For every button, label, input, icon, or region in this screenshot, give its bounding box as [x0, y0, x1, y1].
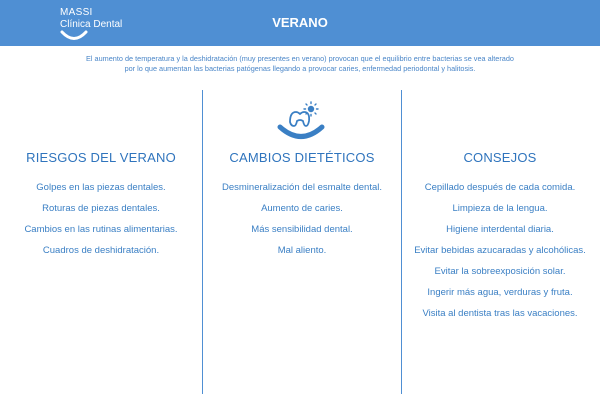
list-item: Visita al dentista tras las vacaciones.	[422, 308, 578, 319]
list-item: Ingerir más agua, verduras y fruta.	[427, 287, 573, 298]
intro-text	[40, 54, 560, 74]
intro-line-2: por lo que aumentan las bacterias patógenas llegando a provocar caries, enfermedad periodontal y halitosis.	[124, 64, 476, 73]
page-title: VERANO	[272, 15, 328, 30]
list-item: Evitar bebidas azucaradas y alcohólicas.	[414, 245, 586, 256]
list-item: Cuadros de deshidratación.	[42, 245, 160, 256]
column-cambios	[203, 150, 401, 261]
list-item: Cepillado después de cada comida.	[424, 182, 576, 193]
list-item: Cambios en las rutinas alimentarias.	[24, 224, 178, 235]
column-riesgos	[2, 150, 200, 261]
list-item: Limpieza de la lengua.	[452, 203, 548, 214]
column-list	[2, 177, 200, 261]
logo-name: MASSI	[60, 7, 93, 18]
list-item: Aumento de caries.	[261, 203, 343, 214]
column-heading: CONSEJOS	[463, 150, 537, 165]
list-item: Más sensibilidad dental.	[251, 224, 353, 235]
column-consejos	[401, 150, 599, 324]
list-item: Roturas de piezas dentales.	[42, 203, 160, 214]
list-item: Desmineralización del esmalte dental.	[222, 182, 382, 193]
column-heading: CAMBIOS DIETÉTICOS	[229, 150, 375, 165]
column-list	[203, 177, 401, 261]
column-heading: RIESGOS DEL VERANO	[26, 150, 176, 165]
intro-line-1: El aumento de temperatura y la deshidratación (muy presentes en verano) provocan que el equilibrio entre bacterias se vea alterado	[86, 54, 514, 63]
header-bar	[0, 0, 600, 46]
column-list	[401, 177, 599, 324]
list-item: Higiene interdental diaria.	[446, 224, 554, 235]
tooth-sun-icon	[276, 100, 326, 140]
list-item: Golpes en las piezas dentales.	[36, 182, 166, 193]
list-item: Evitar la sobreexposición solar.	[434, 266, 566, 277]
logo-subtitle: Clínica Dental	[60, 19, 123, 30]
list-item: Mal aliento.	[277, 245, 327, 256]
